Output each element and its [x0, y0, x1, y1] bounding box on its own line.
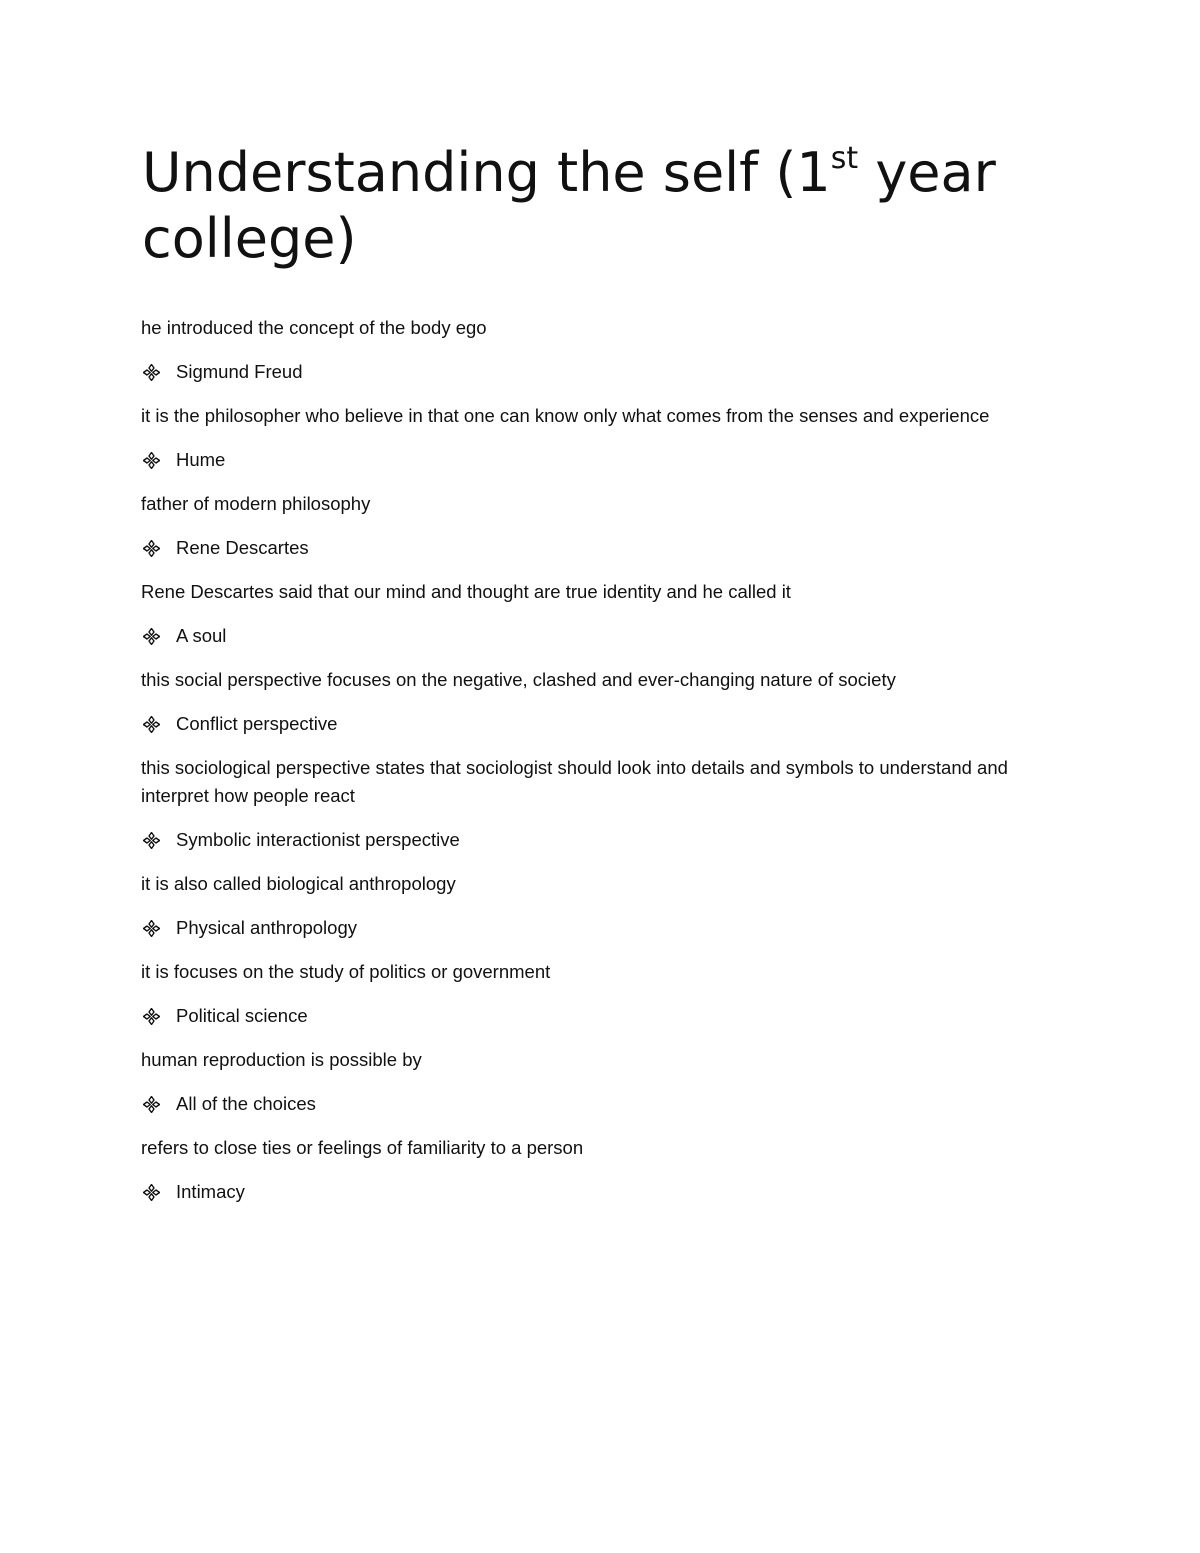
answer-text: All of the choices [176, 1093, 316, 1114]
four-diamond-bullet-icon [141, 1184, 176, 1201]
page-title [142, 140, 1082, 272]
four-diamond-bullet-icon [141, 364, 176, 381]
four-diamond-bullet-icon [141, 1008, 176, 1025]
question-text: human reproduction is possible by [141, 1049, 422, 1070]
four-diamond-bullet-icon [141, 832, 176, 849]
answer-text: Sigmund Freud [176, 361, 303, 382]
answer-item [141, 446, 1061, 474]
title-rest: year college) [142, 141, 996, 270]
four-diamond-bullet-icon [141, 540, 176, 557]
four-diamond-bullet-icon [141, 452, 176, 469]
answer-text: Intimacy [176, 1181, 245, 1202]
answer-item [141, 710, 1061, 738]
question-text: it is also called biological anthropology [141, 873, 456, 894]
answer-text: Symbolic interactionist perspective [176, 829, 460, 850]
answer-item [141, 358, 1061, 386]
answer-item [141, 1002, 1061, 1030]
four-diamond-bullet-icon [141, 1096, 176, 1113]
title-main: Understanding the self (1 [142, 141, 831, 204]
question-text: refers to close ties or feelings of familiarity to a person [141, 1137, 584, 1158]
answer-text: A soul [176, 625, 227, 646]
answer-text: Conflict perspective [176, 713, 338, 734]
answer-item [141, 1178, 1061, 1206]
answer-text: Rene Descartes [176, 537, 309, 558]
four-diamond-bullet-icon [141, 628, 176, 645]
answer-text: Political science [176, 1005, 308, 1026]
question-text: he introduced the concept of the body ego [141, 317, 487, 338]
answer-text: Hume [176, 449, 226, 470]
question-text: this social perspective focuses on the negative, clashed and ever-changing nature of society [141, 669, 896, 690]
question-text: Rene Descartes said that our mind and thought are true identity and he called it [141, 581, 791, 602]
question-text: this sociological perspective states that sociologist should look into details and symbols to understand and interpret how people react [141, 757, 1008, 806]
answer-item [141, 622, 1061, 650]
answer-item [141, 1090, 1061, 1118]
question-text: father of modern philosophy [141, 493, 371, 514]
answer-item [141, 534, 1061, 562]
answer-item [141, 826, 1061, 854]
answer-item [141, 914, 1061, 942]
answer-text: Physical anthropology [176, 917, 357, 938]
question-text: it is the philosopher who believe in that one can know only what comes from the senses and experience [141, 405, 990, 426]
question-answer-list [141, 314, 1061, 1222]
title-superscript: st [830, 141, 859, 176]
question-text: it is focuses on the study of politics or government [141, 961, 551, 982]
four-diamond-bullet-icon [141, 920, 176, 937]
four-diamond-bullet-icon [141, 716, 176, 733]
